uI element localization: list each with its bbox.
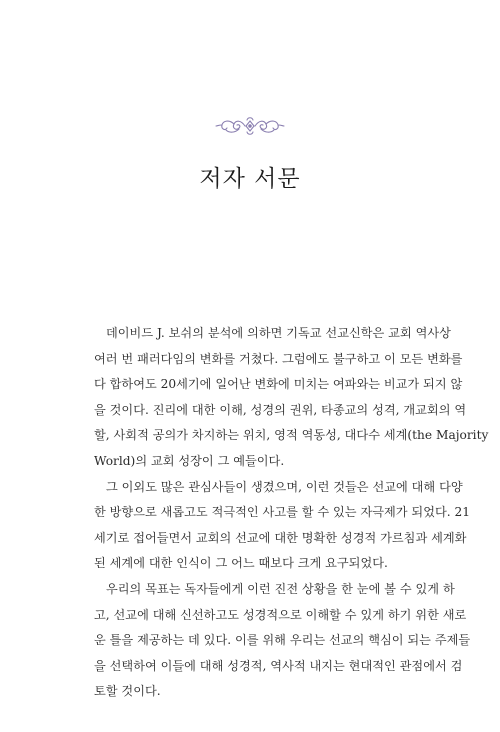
paragraph-2-line: 세기로 접어들면서 교회의 선교에 대한 명확한 성경적 가르침과 세계화 [94,530,467,545]
paragraph-1-line: 데이비드 J. 보쉬의 분석에 의하면 기독교 선교신학은 교회 역사상 [106,326,451,340]
paragraph-3-line: 을 선택하여 이들에 대해 성경적, 역사적 내지는 현대적인 관점에서 검 [94,658,463,673]
paragraph-3-line: 고, 선교에 대해 신선하고도 성경적으로 이해할 수 있게 하기 위한 새로 [94,607,467,622]
paragraph-1-line: 을 것이다. 진리에 대한 이해, 성경의 권위, 타종교의 성격, 개교회의 역 [94,402,467,417]
paragraph-2-line: 그 이외도 많은 관심사들이 생겼으며, 이런 것들은 선교에 대해 다양 [106,479,463,494]
paragraph-1-line: 여러 번 패러다임의 변화를 거쳤다. 그럼에도 불구하고 이 모든 변화를 [94,351,463,366]
paragraph-2-line: 한 방향으로 새롭고도 적극적인 사고를 할 수 있는 자극제가 되었다. 21 [94,505,470,520]
flourish-ornament-icon [214,114,286,138]
paragraph-3-line: 토할 것이다. [94,684,161,699]
body-text [94,321,489,705]
page-title: 저자 서문 [199,166,301,192]
paragraph-3-line: 운 틀을 제공하는 데 있다. 이를 위해 우리는 선교의 핵심이 되는 주제들 [94,633,471,648]
paragraph-3-line: 우리의 목표는 독자들에게 이런 진전 상황을 한 눈에 볼 수 있게 하 [106,581,455,596]
paragraph-2-line: 된 세계에 대한 인식이 그 어느 때보다 크게 요구되었다. [94,556,388,571]
paragraph-1-line: 다 합하여도 20세기에 일어난 변화에 미치는 여파와는 비교가 되지 않 [94,377,463,392]
paragraph-1-line: World)의 교회 성장이 그 예들이다. [94,453,285,468]
paragraph-1-line: 할, 사회적 공의가 차지하는 위치, 영적 역동성, 대다수 세계(the Majority [94,428,489,443]
